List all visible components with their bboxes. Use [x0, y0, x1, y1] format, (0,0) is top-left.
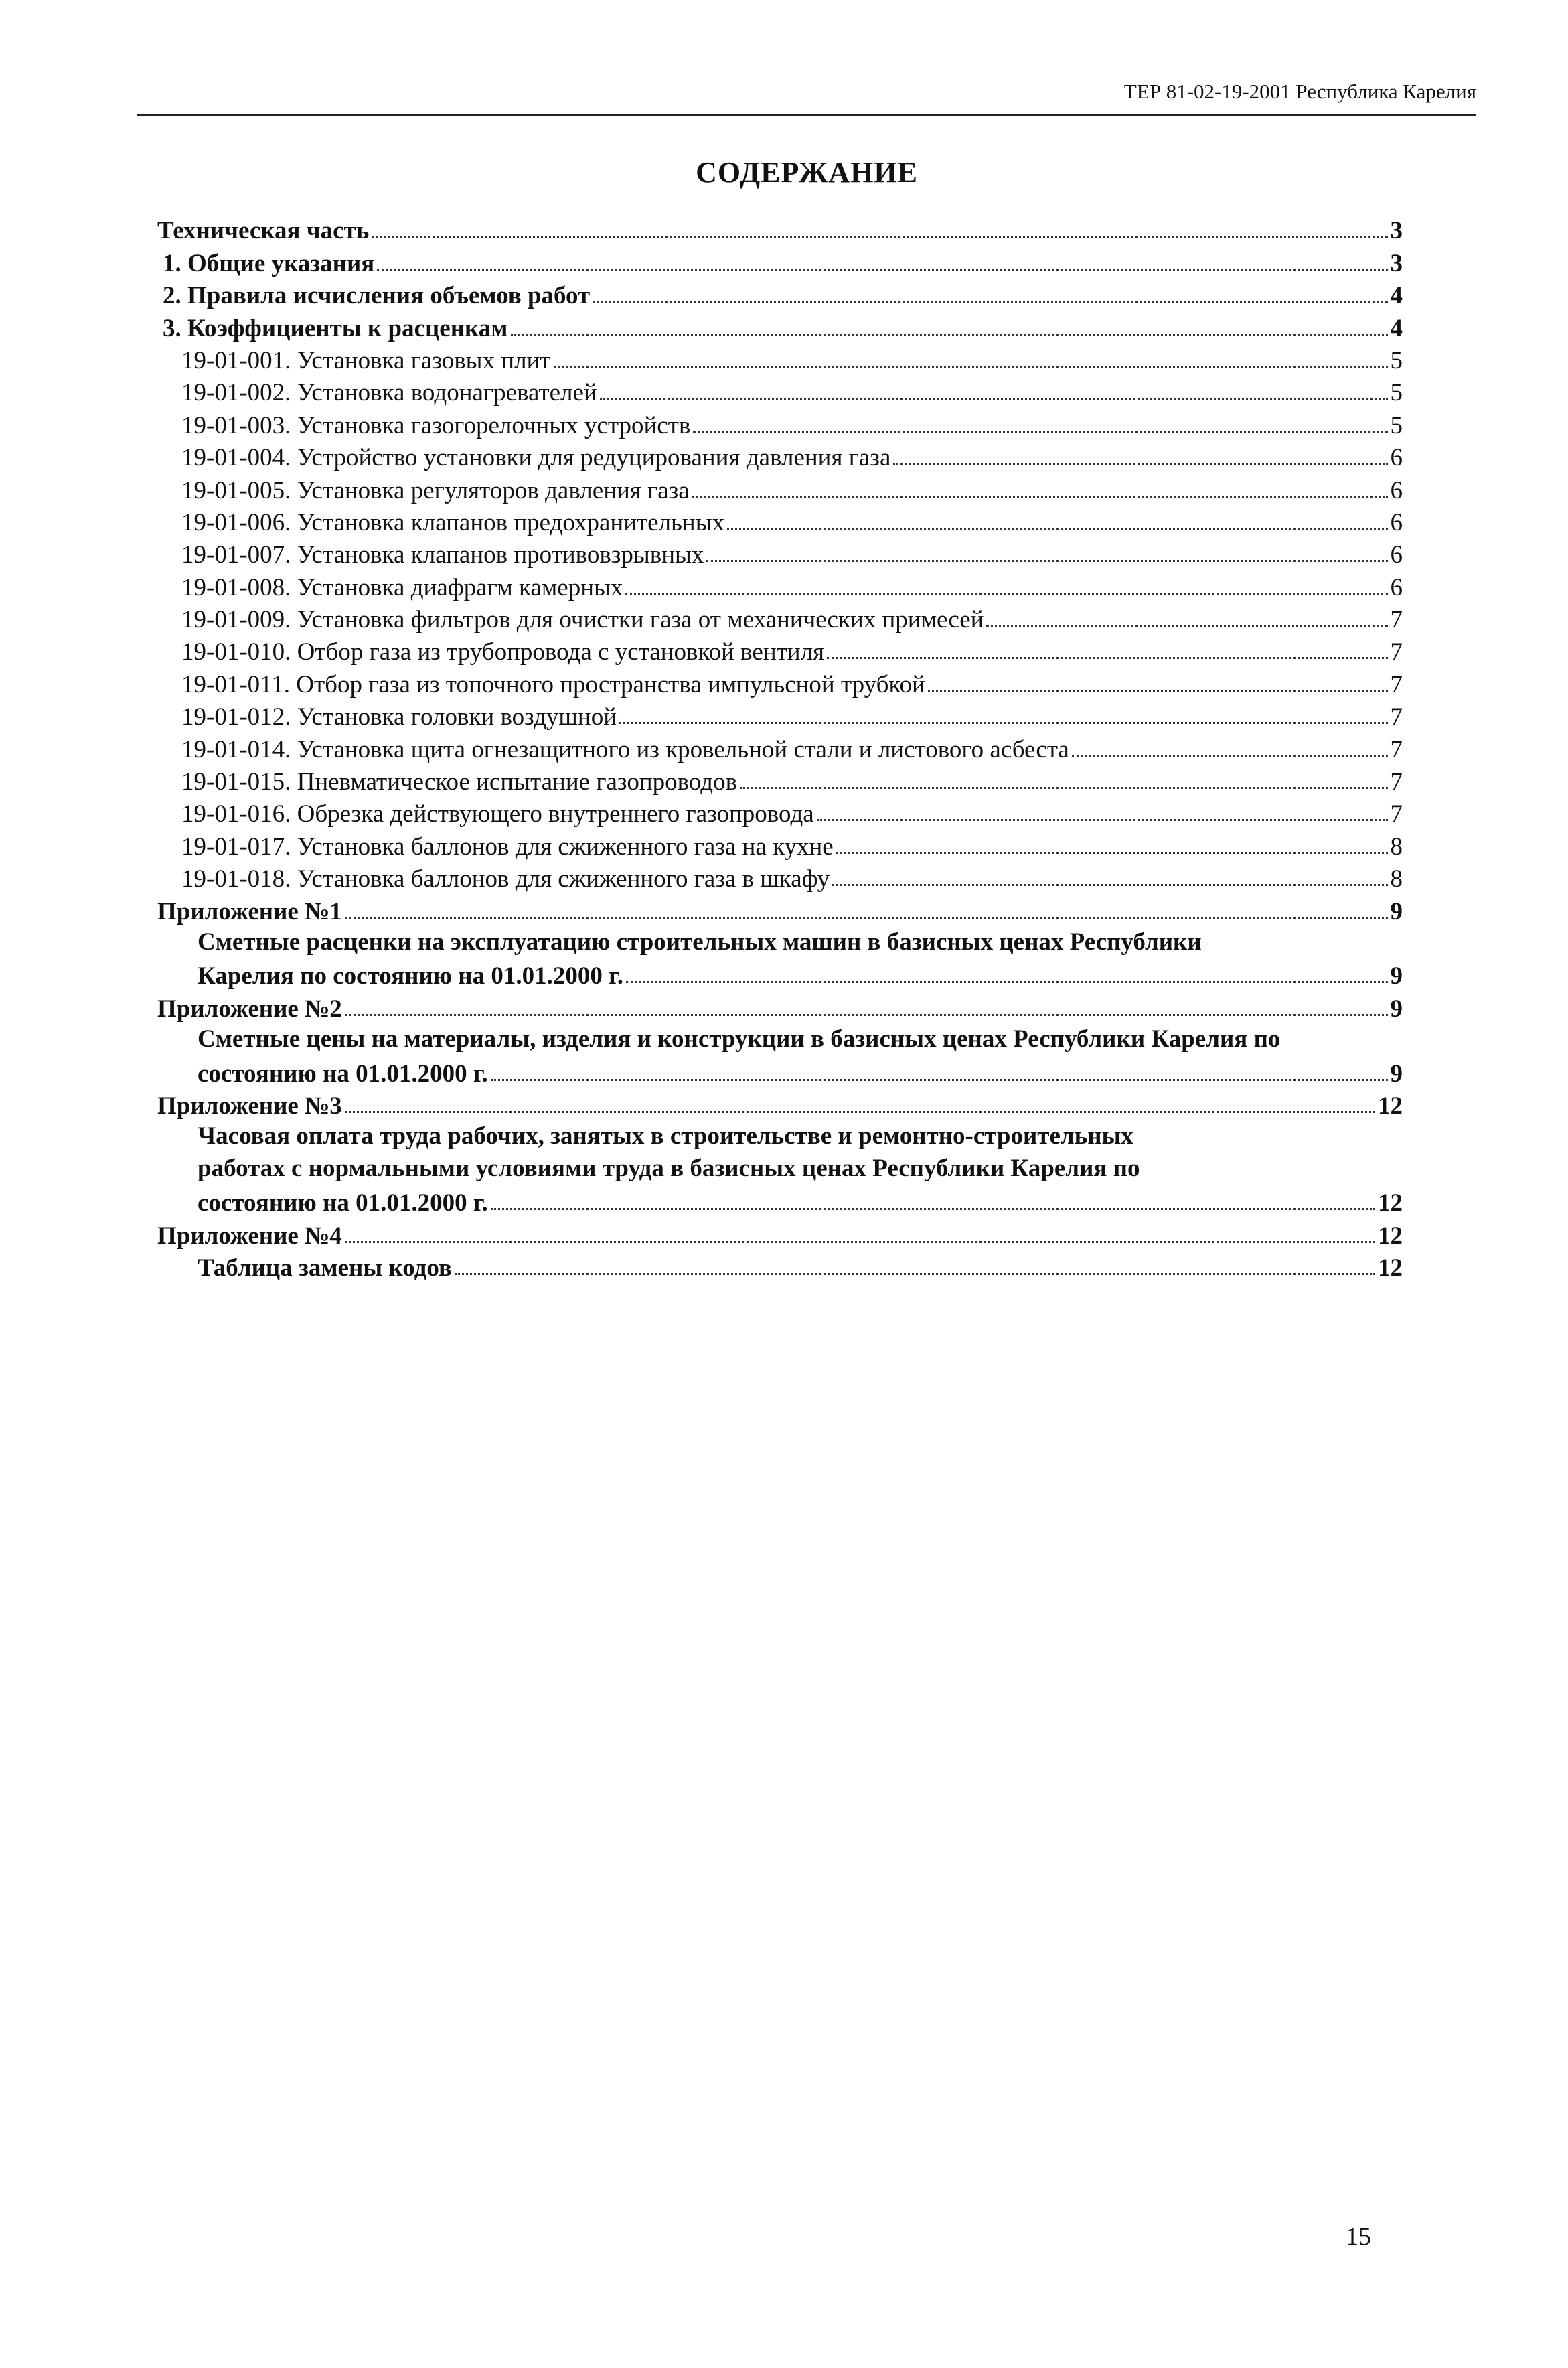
toc-item-label: 19-01-010. Отбор газа из трубопровода с установкой вентиля [181, 638, 825, 666]
dot-leader [554, 366, 1388, 368]
dot-leader [345, 917, 1388, 919]
toc-item[interactable] [157, 602, 1403, 634]
toc-entry-label: Приложение №3 [157, 1092, 342, 1120]
toc-item-label: 19-01-005. Установка регуляторов давления газа [181, 476, 690, 504]
dot-leader [372, 236, 1387, 238]
toc-page-number: 3 [1390, 217, 1403, 245]
toc-item-label: 19-01-006. Установка клапанов предохранительных [181, 508, 725, 536]
dot-leader [377, 269, 1387, 271]
dot-leader [836, 852, 1388, 854]
toc-entry-label: Карелия по состоянию на 01.01.2000 г. [198, 962, 623, 990]
toc-page-number: 5 [1390, 379, 1403, 407]
document-header: ТЕР 81-02-19-2001 Республика Карелия [1123, 80, 1476, 103]
appendix-1-subtitle-end[interactable] [157, 958, 1403, 990]
dot-leader [491, 1079, 1388, 1081]
toc-entry-label: Приложение №4 [157, 1222, 342, 1250]
toc-item[interactable] [157, 569, 1403, 601]
dot-leader [345, 1111, 1375, 1113]
toc-entry-tech-part[interactable] [157, 213, 1403, 245]
toc-item[interactable] [157, 440, 1403, 472]
toc-item-label: 19-01-015. Пневматическое испытание газопроводов [181, 768, 738, 796]
dot-leader [928, 690, 1388, 692]
toc-item[interactable] [157, 666, 1403, 698]
toc-page-number: 4 [1390, 314, 1403, 342]
appendix-3-subtitle-line[interactable]: работах с нормальными условиями труда в базисных ценах Республики Карелия по [198, 1155, 1140, 1183]
toc-page-number: 12 [1378, 1189, 1403, 1217]
toc-entry-label: состоянию на 01.01.2000 г. [198, 1059, 488, 1088]
toc-item-label: 19-01-014. Установка щита огнезащитного из кровельной стали и листового асбеста [181, 735, 1069, 763]
toc-page-number: 7 [1390, 670, 1403, 698]
dot-leader [1072, 755, 1388, 757]
toc-entry-rules[interactable] [157, 278, 1403, 310]
toc-item-label: 19-01-002. Установка водонагревателей [181, 379, 597, 407]
toc-entry-label: Приложение №2 [157, 994, 342, 1023]
appendix-1-subtitle-line[interactable]: Сметные расценки на эксплуатацию строительных машин в базисных ценах Республики [198, 928, 1202, 956]
appendix-2-subtitle-end[interactable] [157, 1055, 1403, 1088]
toc-entry-appendix-2[interactable] [157, 990, 1403, 1023]
toc-page-number: 9 [1390, 897, 1403, 926]
toc-page-number: 5 [1390, 346, 1403, 374]
toc-page-number: 5 [1390, 411, 1403, 439]
toc-item-label: 19-01-009. Установка фильтров для очистки газа от механических примесей [181, 606, 984, 634]
toc-item[interactable] [157, 407, 1403, 439]
dot-leader [827, 657, 1387, 659]
toc-entry-label: Таблица замены кодов [198, 1254, 452, 1282]
table-of-contents [157, 213, 1403, 1282]
toc-page-number: 7 [1390, 606, 1403, 634]
toc-page-number: 6 [1390, 573, 1403, 601]
toc-entry-label: состоянию на 01.01.2000 г. [198, 1189, 488, 1217]
dot-leader [593, 301, 1387, 303]
toc-item[interactable] [157, 699, 1403, 731]
dot-leader [692, 496, 1388, 498]
toc-page-number: 3 [1390, 249, 1403, 277]
toc-page-number: 7 [1390, 800, 1403, 828]
toc-page-number: 6 [1390, 444, 1403, 472]
appendix-3-subtitle-line[interactable]: Часовая оплата труда рабочих, занятых в строительстве и ремонтно-строительных [198, 1122, 1133, 1150]
toc-item-label: 19-01-011. Отбор газа из топочного пространства импульсной трубкой [181, 670, 925, 698]
dot-leader [817, 819, 1388, 821]
page-number: 15 [1346, 2223, 1371, 2251]
toc-entry-coefficients[interactable] [157, 310, 1403, 342]
toc-entry-label: Приложение №1 [157, 897, 342, 926]
dot-leader [832, 884, 1387, 886]
toc-page-number: 6 [1390, 508, 1403, 536]
dot-leader [619, 722, 1387, 724]
toc-entry-appendix-3[interactable] [157, 1088, 1403, 1120]
dot-leader [706, 560, 1387, 562]
dot-leader [727, 528, 1387, 530]
appendix-2-subtitle-line[interactable]: Сметные цены на материалы, изделия и конструкции в базисных ценах Республики Карелия по [198, 1025, 1281, 1053]
toc-entry-label: Техническая часть [157, 217, 370, 245]
toc-item[interactable] [157, 472, 1403, 504]
toc-item-label: 19-01-012. Установка головки воздушной [181, 703, 617, 731]
toc-item[interactable] [157, 731, 1403, 763]
toc-page-number: 8 [1390, 865, 1403, 893]
dot-leader [345, 1241, 1375, 1243]
dot-leader [511, 334, 1388, 336]
dot-leader [345, 1014, 1388, 1016]
toc-entry-appendix-4[interactable] [157, 1217, 1403, 1250]
toc-page-number: 7 [1390, 703, 1403, 731]
toc-page-number: 6 [1390, 541, 1403, 569]
toc-page-number: 12 [1378, 1222, 1403, 1250]
toc-entry-general[interactable] [157, 245, 1403, 277]
toc-item-label: 19-01-004. Устройство установки для редуцирования давления газа [181, 444, 891, 472]
toc-item[interactable] [157, 634, 1403, 666]
dot-leader [491, 1208, 1375, 1210]
header-divider [137, 114, 1476, 116]
toc-entry-label: 1. Общие указания [163, 249, 375, 277]
toc-page-number: 9 [1390, 994, 1403, 1023]
toc-entry-label: 2. Правила исчисления объемов работ [163, 282, 591, 310]
toc-item-label: 19-01-018. Установка баллонов для сжиженного газа в шкафу [181, 865, 830, 893]
toc-item-label: 19-01-003. Установка газогорелочных устройств [181, 411, 691, 439]
toc-item-label: 19-01-016. Обрезка действующего внутреннего газопровода [181, 800, 814, 828]
dot-leader [693, 431, 1387, 433]
dot-leader [455, 1273, 1375, 1275]
toc-page-number: 9 [1390, 1059, 1403, 1088]
toc-page-number: 9 [1390, 962, 1403, 990]
toc-item-label: 19-01-007. Установка клапанов противовзрывных [181, 541, 704, 569]
toc-item-label: 19-01-017. Установка баллонов для сжиженного газа на кухне [181, 832, 834, 861]
toc-item[interactable] [157, 343, 1403, 375]
toc-page-number: 7 [1390, 735, 1403, 763]
toc-page-number: 12 [1378, 1092, 1403, 1120]
toc-item[interactable] [157, 828, 1403, 861]
toc-entry-appendix-1[interactable] [157, 893, 1403, 926]
toc-page-number: 12 [1378, 1254, 1403, 1282]
dot-leader [986, 625, 1387, 627]
toc-item[interactable] [157, 796, 1403, 828]
toc-item-label: 19-01-008. Установка диафрагм камерных [181, 573, 623, 601]
dot-leader [625, 593, 1387, 595]
dot-leader [740, 787, 1387, 789]
toc-item[interactable] [157, 861, 1403, 893]
toc-item[interactable] [157, 764, 1403, 796]
toc-page-number: 8 [1390, 832, 1403, 861]
contents-title: СОДЕРЖАНИЕ [696, 156, 918, 189]
appendix-3-subtitle-end[interactable] [157, 1185, 1403, 1217]
toc-item-label: 19-01-001. Установка газовых плит [181, 346, 551, 374]
toc-page-number: 4 [1390, 282, 1403, 310]
toc-page-number: 7 [1390, 638, 1403, 666]
toc-item[interactable] [157, 375, 1403, 407]
dot-leader [600, 398, 1388, 400]
toc-entry-label: 3. Коэффициенты к расценкам [163, 314, 508, 342]
toc-page-number: 6 [1390, 476, 1403, 504]
dot-leader [626, 981, 1388, 983]
appendix-4-subtitle-end[interactable] [157, 1250, 1403, 1282]
toc-page-number: 7 [1390, 768, 1403, 796]
toc-item[interactable] [157, 537, 1403, 569]
toc-item[interactable] [157, 505, 1403, 537]
dot-leader [893, 463, 1387, 465]
